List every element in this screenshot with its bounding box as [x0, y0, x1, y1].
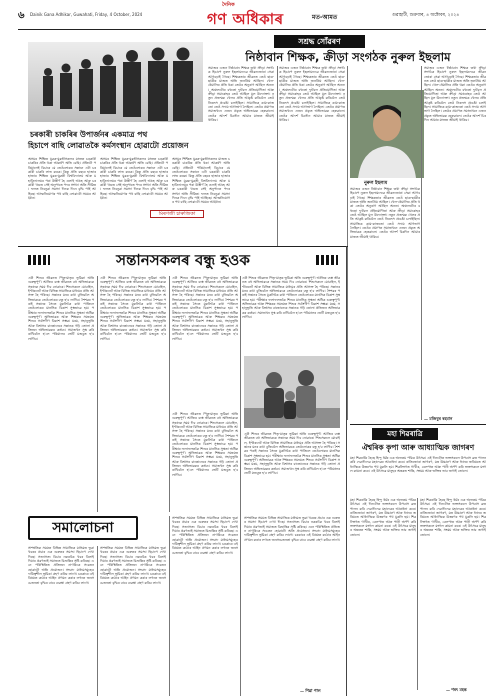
- editorial-col-4: এটা শিশুৰ জীৱনত পিতৃ-মাতৃৰ ভূমিকা অতি গুৰুত্বপূৰ্ণ। আজিৰ ব্যস্ত জীৱনত বহু অভিভাৱকে সন্তানক সময় দিব নোৱাৰে। শিশুসকলে মোবাইল, ইণ্টাৰনেট আৰু বিভিন্ন সামাজিক মাধ্যমৰ প্ৰতি আসক্ত হৈ পৰিছে। সন্তানৰ মনৰ কথা বুজিবলৈ অভিভাৱকে তেওঁলোকৰ বন্ধু হ'ব লাগিব। শৈশৱৰ পৰাই সন্তানৰ সৈতে মুকলিকৈ কথা পাতিলে তেওঁলোকৰ মানসিক বিকাশ সুস্থভাৱে হয়। পৰীক্ষাৰ ফলাফলতকৈ শিশুৰ মানসিক সুস্থতা অধিক গুৰুত্বপূৰ্ণ। অভিভাৱক আৰু শিক্ষকৰ সমন্বয়ত শিশুৰ সৰ্বাংগীণ বিকাশ সম্ভৱ। মৰম, সহানুভূতি আৰু বিশ্বাসৰ বান্ধোনেৰে সন্তানক গঢ়ি তোলা প্ৰতিজন অভিভাৱকৰ কৰ্তব্য। সমাজখন সুস্থ কৰি ৰাখিবলৈ হ'লে পৰিয়ালৰ ভেটি মজবুত হ'ব লাগিব।: [242, 276, 340, 320]
- tribute-author: — মজিবুৰ ৰহমান: [424, 416, 453, 421]
- samalochana-label: সমালোচনা: [52, 520, 114, 536]
- samalochana-col-2: সাম্প্ৰতিক সময়ত বিভিন্ন সামাজিক মাধ্যমত ভুৱা খবৰৰ প্ৰচাৰ এক গুৰুতৰ সমস্যা হিচাপে দেখা দিছে। সত্যাসত্য বিচাৰ নকৰাকৈ খবৰ বিলাই দিয়াৰ প্ৰৱণতাই সমাজত বিভ্ৰান্তিৰ সৃষ্টি কৰিছে। এনে পৰিস্থিতিত প্ৰতিজন নাগৰিকে সচেতন হোৱাটো অতি প্ৰয়োজন। সংবাদ মাধ্যমসমূহেও দায়িত্বশীল ভূমিকা গ্ৰহণ কৰিব লাগে। চৰকাৰে এই বিষয়ত কঠোৰ আইন প্ৰণয়ন কৰাৰ লগতে জনসচেতনতা বৃদ্ধিৰ বাবে ব্যৱস্থা গ্ৰহণ কৰিব লাগে।: [100, 546, 166, 585]
- family-illustration: [244, 356, 340, 428]
- editorial-col-5: এটা শিশুৰ জীৱনত পিতৃ-মাতৃৰ ভূমিকা অতি গুৰুত্বপূৰ্ণ। আজিৰ ব্যস্ত জীৱনত বহু অভিভাৱকে সন্তানক সময় দিব নোৱাৰে। শিশুসকলে মোবাইল, ইণ্টাৰনেট আৰু বিভিন্ন সামাজিক মাধ্যমৰ প্ৰতি আসক্ত হৈ পৰিছে। সন্তানৰ মনৰ কথা বুজিবলৈ অভিভাৱকে তেওঁলোকৰ বন্ধু হ'ব লাগিব। শৈশৱৰ পৰাই সন্তানৰ সৈতে মুকলিকৈ কথা পাতিলে তেওঁলোকৰ মানসিক বিকাশ সুস্থভাৱে হয়। পৰীক্ষাৰ ফলাফলতকৈ শিশুৰ মানসিক সুস্থতা অধিক গুৰুত্বপূৰ্ণ। অভিভাৱক আৰু শিক্ষকৰ সমন্বয়ত শিশুৰ সৰ্বাংগীণ বিকাশ সম্ভৱ। মৰম, সহানুভূতি আৰু বিশ্বাসৰ বান্ধোনেৰে সন্তানক গঢ়ি তোলা প্ৰতিজন অভিভাৱকৰ কৰ্তব্য। সমাজখন সুস্থ কৰি ৰাখিবলৈ হ'লে পৰিয়ালৰ ভেটি মজবুত হ'ব লাগিব।: [172, 412, 238, 477]
- column-divider: [169, 276, 170, 512]
- job-body-col-3: অসমৰ শিক্ষিত যুৱক-যুৱতীসকলৰ মাজত চৰকাৰী চাকৰিৰ প্ৰতি থকা আকৰ্ষণ অতি বেছি। প্ৰতিটো পৰিয়ালেই বিচাৰে যে তেওঁলোকৰ সন্তানে এটা চৰকাৰী চাকৰি লাভ কৰক। কিন্তু প্ৰতি বছৰে হাজাৰ হাজাৰ শিক্ষিত যুৱক-যুৱতী বিশ্ববিদ্যালয় আৰু মহাবিদ্যালয়ৰ পৰা উত্তীৰ্ণ হৈ ওলাই আহে আৰু চৰকাৰী খণ্ডত সেই অনুপাতে পদৰ সংখ্যা অতি সীমিত। ফলত নিবনুৱা সমস্যা দিনক দিনে বৃদ্ধি পাই আহিছে। আত্মনিয়োগৰ পথ বাছি লোৱাটো সময়ৰ আহ্বান।: [172, 157, 230, 205]
- tribute-body-col-1: সমাজৰ এজন নিষ্ঠাবান শিক্ষক তথা ক্ৰীড়া সংগঠক হিচাপে নুৰুল ইছলামদেৱে জীৱনজোৰা সেৱা আগবঢ়াই গৈছে। শিক্ষকতাৰ জীৱনত তেওঁ ছাত্ৰ-ছাত্ৰীৰ মাজত অতি জনপ্ৰিয় আছিল। খেল-ধেমালিৰ প্ৰতি থকা তেওঁৰ অনুৰাগ আছিল অনন্য। অঞ্চলটোৰ বহুতো ফুটবল প্ৰতিযোগিতা আৰু ক্ৰীড়া সমাৰোহৰ তেওঁ আছিল মূল উদ্যোক্তা। নতুন প্ৰজন্মক খেলৰ প্ৰতি আকৃষ্ট কৰিবলৈ তেওঁ নিৰলস প্ৰচেষ্টা চলাইছিল। সামাজিক কাম-কাজতো তেওঁ সদায় আগভাগ লৈছিল। তেওঁৰ প্ৰয়াণত সমাজখনে এজন প্ৰকৃত অভিভাৱক হেৰুৱালে। তেওঁৰ আদৰ্শ চিৰদিন আমাৰ মাজত জীয়াই থাকিব।: [208, 66, 274, 123]
- job-byline: মিৰণজী চাৰুজিকা: [150, 210, 204, 218]
- editorial-col-6: এটা শিশুৰ জীৱনত পিতৃ-মাতৃৰ ভূমিকা অতি গুৰুত্বপূৰ্ণ। আজিৰ ব্যস্ত জীৱনত বহু অভিভাৱকে সন্তানক সময় দিব নোৱাৰে। শিশুসকলে মোবাইল, ইণ্টাৰনেট আৰু বিভিন্ন সামাজিক মাধ্যমৰ প্ৰতি আসক্ত হৈ পৰিছে। সন্তানৰ মনৰ কথা বুজিবলৈ অভিভাৱকে তেওঁলোকৰ বন্ধু হ'ব লাগিব। শৈশৱৰ পৰাই সন্তানৰ সৈতে মুকলিকৈ কথা পাতিলে তেওঁলোকৰ মানসিক বিকাশ সুস্থভাৱে হয়। পৰীক্ষাৰ ফলাফলতকৈ শিশুৰ মানসিক সুস্থতা অধিক গুৰুত্বপূৰ্ণ। অভিভাৱক আৰু শিক্ষকৰ সমন্বয়ত শিশুৰ সৰ্বাংগীণ বিকাশ সম্ভৱ। মৰম, সহানুভূতি আৰু বিশ্বাসৰ বান্ধোনেৰে সন্তানক গঢ়ি তোলা প্ৰতিজন অভিভাৱকৰ কৰ্তব্য। সমাজখন সুস্থ কৰি ৰাখিবলৈ হ'লে পৰিয়ালৰ ভেটি মজবুত হ'ব লাগিব।: [244, 432, 340, 476]
- shivratri-label: মহা শিৱৰাত্ৰি: [372, 428, 438, 440]
- editorial-col-1: এটা শিশুৰ জীৱনত পিতৃ-মাতৃৰ ভূমিকা অতি গুৰুত্বপূৰ্ণ। আজিৰ ব্যস্ত জীৱনত বহু অভিভাৱকে সন্তানক সময় দিব নোৱাৰে। শিশুসকলে মোবাইল, ইণ্টাৰনেট আৰু বিভিন্ন সামাজিক মাধ্যমৰ প্ৰতি আসক্ত হৈ পৰিছে। সন্তানৰ মনৰ কথা বুজিবলৈ অভিভাৱকে তেওঁলোকৰ বন্ধু হ'ব লাগিব। শৈশৱৰ পৰাই সন্তানৰ সৈতে মুকলিকৈ কথা পাতিলে তেওঁলোকৰ মানসিক বিকাশ সুস্থভাৱে হয়। পৰীক্ষাৰ ফলাফলতকৈ শিশুৰ মানসিক সুস্থতা অধিক গুৰুত্বপূৰ্ণ। অভিভাৱক আৰু শিক্ষকৰ সমন্বয়ত শিশুৰ সৰ্বাংগীণ বিকাশ সম্ভৱ। মৰম, সহানুভূতি আৰু বিশ্বাসৰ বান্ধোনেৰে সন্তানক গঢ়ি তোলা প্ৰতিজন অভিভাৱকৰ কৰ্তব্য। সমাজখন সুস্থ কৰি ৰাখিবলৈ হ'লে পৰিয়ালৰ ভেটি মজবুত হ'ব লাগিব।: [28, 276, 94, 341]
- samalochana-col-3: সাম্প্ৰতিক সময়ত বিভিন্ন সামাজিক মাধ্যমত ভুৱা খবৰৰ প্ৰচাৰ এক গুৰুতৰ সমস্যা হিচাপে দেখা দিছে। সত্যাসত্য বিচাৰ নকৰাকৈ খবৰ বিলাই দিয়াৰ প্ৰৱণতাই সমাজত বিভ্ৰান্তিৰ সৃষ্টি কৰিছে। এনে পৰিস্থিতিত প্ৰতিজন নাগৰিকে সচেতন হোৱাটো অতি প্ৰয়োজন। সংবাদ মাধ্যমসমূহেও দায়িত্বশীল ভূমিকা গ্ৰহণ কৰিব লাগে। চৰকাৰে এই বিষয়ত কঠোৰ আইন প্ৰণয়ন কৰাৰ লগতে জনসচেতনতা বৃদ্ধিৰ বাবে ব্যৱস্থা গ্ৰহণ কৰিব লাগে।: [172, 516, 238, 555]
- job-headline-1: চৰকাৰী চাকৰিৰ উপাৰ্জনৰ একমাত্ৰ পথ: [30, 130, 148, 139]
- tribute-photo-caption: নুৰুল ইছলাম: [364, 181, 388, 186]
- tribute-body-col-3: সমাজৰ এজন নিষ্ঠাবান শিক্ষক তথা ক্ৰীড়া সংগঠক হিচাপে নুৰুল ইছলামদেৱে জীৱনজোৰা সেৱা আগবঢ়াই গৈছে। শিক্ষকতাৰ জীৱনত তেওঁ ছাত্ৰ-ছাত্ৰীৰ মাজত অতি জনপ্ৰিয় আছিল। খেল-ধেমালিৰ প্ৰতি থকা তেওঁৰ অনুৰাগ আছিল অনন্য। অঞ্চলটোৰ বহুতো ফুটবল প্ৰতিযোগিতা আৰু ক্ৰীড়া সমাৰোহৰ তেওঁ আছিল মূল উদ্যোক্তা। নতুন প্ৰজন্মক খেলৰ প্ৰতি আকৃষ্ট কৰিবলৈ তেওঁ নিৰলস প্ৰচেষ্টা চলাইছিল। সামাজিক কাম-কাজতো তেওঁ সদায় আগভাগ লৈছিল। তেওঁৰ প্ৰয়াণত সমাজখনে এজন প্ৰকৃত অভিভাৱক হেৰুৱালে। তেওঁৰ আদৰ্শ চিৰদিন আমাৰ মাজত জীয়াই থাকিব।: [350, 187, 420, 239]
- job-body-col-1: অসমৰ শিক্ষিত যুৱক-যুৱতীসকলৰ মাজত চৰকাৰী চাকৰিৰ প্ৰতি থকা আকৰ্ষণ অতি বেছি। প্ৰতিটো পৰিয়ালেই বিচাৰে যে তেওঁলোকৰ সন্তানে এটা চৰকাৰী চাকৰি লাভ কৰক। কিন্তু প্ৰতি বছৰে হাজাৰ হাজাৰ শিক্ষিত যুৱক-যুৱতী বিশ্ববিদ্যালয় আৰু মহাবিদ্যালয়ৰ পৰা উত্তীৰ্ণ হৈ ওলাই আহে আৰু চৰকাৰী খণ্ডত সেই অনুপাতে পদৰ সংখ্যা অতি সীমিত। ফলত নিবনুৱা সমস্যা দিনক দিনে বৃদ্ধি পাই আহিছে। আত্মনিয়োগৰ পথ বাছি লোৱাটো সময়ৰ আহ্বান।: [28, 157, 96, 201]
- editorial-col-3: এটা শিশুৰ জীৱনত পিতৃ-মাতৃৰ ভূমিকা অতি গুৰুত্বপূৰ্ণ। আজিৰ ব্যস্ত জীৱনত বহু অভিভাৱকে সন্তানক সময় দিব নোৱাৰে। শিশুসকলে মোবাইল, ইণ্টাৰনেট আৰু বিভিন্ন সামাজিক মাধ্যমৰ প্ৰতি আসক্ত হৈ পৰিছে। সন্তানৰ মনৰ কথা বুজিবলৈ অভিভাৱকে তেওঁলোকৰ বন্ধু হ'ব লাগিব। শৈশৱৰ পৰাই সন্তানৰ সৈতে মুকলিকৈ কথা পাতিলে তেওঁলোকৰ মানসিক বিকাশ সুস্থভাৱে হয়। পৰীক্ষাৰ ফলাফলতকৈ শিশুৰ মানসিক সুস্থতা অধিক গুৰুত্বপূৰ্ণ। অভিভাৱক আৰু শিক্ষকৰ সমন্বয়ত শিশুৰ সৰ্বাংগীণ বিকাশ সম্ভৱ। মৰম, সহানুভূতি আৰু বিশ্বাসৰ বান্ধোনেৰে সন্তানক গঢ়ি তোলা প্ৰতিজন অভিভাৱকৰ কৰ্তব্য। সমাজখন সুস্থ কৰি ৰাখিবলৈ হ'লে পৰিয়ালৰ ভেটি মজবুত হ'ব লাগিব।: [172, 276, 238, 341]
- column-divider: [97, 546, 98, 696]
- editorial-stripe-right: [316, 255, 338, 265]
- shivratri-top-rule: [350, 424, 486, 425]
- page-footer-note: — শিৱা পাল: [300, 688, 321, 693]
- tribute-headline: নিষ্ঠাবান শিক্ষক, ক্ৰীড়া সংগঠক নুৰুল ইছলাম: [245, 50, 451, 64]
- portrait-illustration: [350, 90, 424, 178]
- tribute-label: সশ্ৰদ্ধ সোঁৱৰণ: [274, 35, 365, 48]
- paper-name: গণ অধিকাৰ: [207, 10, 284, 28]
- column-divider: [421, 66, 422, 420]
- column-divider: [417, 498, 418, 690]
- shivratri-author: — শৰৎ মহন্ত: [446, 687, 467, 692]
- column-divider: [277, 66, 278, 246]
- crowd-illustration: [28, 42, 203, 122]
- column-divider: [169, 516, 170, 696]
- page-number: ৬: [18, 10, 25, 21]
- samalochana-col-4: সাম্প্ৰতিক সময়ত বিভিন্ন সামাজিক মাধ্যমত ভুৱা খবৰৰ প্ৰচাৰ এক গুৰুতৰ সমস্যা হিচাপে দেখা দিছে। সত্যাসত্য বিচাৰ নকৰাকৈ খবৰ বিলাই দিয়াৰ প্ৰৱণতাই সমাজত বিভ্ৰান্তিৰ সৃষ্টি কৰিছে। এনে পৰিস্থিতিত প্ৰতিজন নাগৰিকে সচেতন হোৱাটো অতি প্ৰয়োজন। সংবাদ মাধ্যমসমূহেও দায়িত্বশীল ভূমিকা গ্ৰহণ কৰিব লাগে। চৰকাৰে এই বিষয়ত কঠোৰ আইন প্ৰণয়ন কৰাৰ লগতে জনসচেতনতা বৃদ্ধিৰ বাবে ব্যৱস্থা গ্ৰহণ কৰিব লাগে।: [244, 516, 340, 542]
- shivratri-headline: ঐশ্বৰিক কৃপা আৰু আধ্যাত্মিক জাগৰণ: [361, 443, 475, 452]
- tribute-body-col-4: সমাজৰ এজন নিষ্ঠাবান শিক্ষক তথা ক্ৰীড়া সংগঠক হিচাপে নুৰুল ইছলামদেৱে জীৱনজোৰা সেৱা আগবঢ়াই গৈছে। শিক্ষকতাৰ জীৱনত তেওঁ ছাত্ৰ-ছাত্ৰীৰ মাজত অতি জনপ্ৰিয় আছিল। খেল-ধেমালিৰ প্ৰতি থকা তেওঁৰ অনুৰাগ আছিল অনন্য। অঞ্চলটোৰ বহুতো ফুটবল প্ৰতিযোগিতা আৰু ক্ৰীড়া সমাৰোহৰ তেওঁ আছিল মূল উদ্যোক্তা। নতুন প্ৰজন্মক খেলৰ প্ৰতি আকৃষ্ট কৰিবলৈ তেওঁ নিৰলস প্ৰচেষ্টা চলাইছিল। সামাজিক কাম-কাজতো তেওঁ সদায় আগভাগ লৈছিল। তেওঁৰ প্ৰয়াণত সমাজখনে এজন প্ৰকৃত অভিভাৱক হেৰুৱালে। তেওঁৰ আদৰ্শ চিৰদিন আমাৰ মাজত জীয়াই থাকিব।: [424, 66, 486, 123]
- editorial-banner: [28, 250, 338, 270]
- family-photo: [244, 356, 340, 428]
- masthead-rule: [18, 29, 486, 30]
- crowd-photo: [28, 42, 203, 122]
- job-headline-2: হিচাপে বাছি লোৱাতকৈ কৰ্মসংস্থান হোৱাটো প্ৰয়োজন: [28, 141, 189, 150]
- editorial-stripe-left: [28, 255, 50, 265]
- editorial-col-2: এটা শিশুৰ জীৱনত পিতৃ-মাতৃৰ ভূমিকা অতি গুৰুত্বপূৰ্ণ। আজিৰ ব্যস্ত জীৱনত বহু অভিভাৱকে সন্তানক সময় দিব নোৱাৰে। শিশুসকলে মোবাইল, ইণ্টাৰনেট আৰু বিভিন্ন সামাজিক মাধ্যমৰ প্ৰতি আসক্ত হৈ পৰিছে। সন্তানৰ মনৰ কথা বুজিবলৈ অভিভাৱকে তেওঁলোকৰ বন্ধু হ'ব লাগিব। শৈশৱৰ পৰাই সন্তানৰ সৈতে মুকলিকৈ কথা পাতিলে তেওঁলোকৰ মানসিক বিকাশ সুস্থভাৱে হয়। পৰীক্ষাৰ ফলাফলতকৈ শিশুৰ মানসিক সুস্থতা অধিক গুৰুত্বপূৰ্ণ। অভিভাৱক আৰু শিক্ষকৰ সমন্বয়ত শিশুৰ সৰ্বাংগীণ বিকাশ সম্ভৱ। মৰম, সহানুভূতি আৰু বিশ্বাসৰ বান্ধোনেৰে সন্তানক গঢ়ি তোলা প্ৰতিজন অভিভাৱকৰ কৰ্তব্য। সমাজখন সুস্থ কৰি ৰাখিবলৈ হ'লে পৰিয়ালৰ ভেটি মজবুত হ'ব লাগিব।: [100, 276, 166, 341]
- column-divider: [347, 66, 348, 420]
- samalochana-col-1: সাম্প্ৰতিক সময়ত বিভিন্ন সামাজিক মাধ্যমত ভুৱা খবৰৰ প্ৰচাৰ এক গুৰুতৰ সমস্যা হিচাপে দেখা দিছে। সত্যাসত্য বিচাৰ নকৰাকৈ খবৰ বিলাই দিয়াৰ প্ৰৱণতাই সমাজত বিভ্ৰান্তিৰ সৃষ্টি কৰিছে। এনে পৰিস্থিতিত প্ৰতিজন নাগৰিকে সচেতন হোৱাটো অতি প্ৰয়োজন। সংবাদ মাধ্যমসমূহেও দায়িত্বশীল ভূমিকা গ্ৰহণ কৰিব লাগে। চৰকাৰে এই বিষয়ত কঠোৰ আইন প্ৰণয়ন কৰাৰ লগতে জনসচেতনতা বৃদ্ধিৰ বাবে ব্যৱস্থা গ্ৰহণ কৰিব লাগে।: [28, 546, 94, 585]
- column-divider: [346, 246, 347, 696]
- section-label: মত-আমত: [312, 14, 338, 21]
- tribute-portrait: [350, 90, 424, 178]
- editorial-headline: সন্তানসকলৰ বন্ধু হওক: [116, 251, 250, 269]
- column-divider: [97, 276, 98, 512]
- job-body-col-2: অসমৰ শিক্ষিত যুৱক-যুৱতীসকলৰ মাজত চৰকাৰী চাকৰিৰ প্ৰতি থকা আকৰ্ষণ অতি বেছি। প্ৰতিটো পৰিয়ালেই বিচাৰে যে তেওঁলোকৰ সন্তানে এটা চৰকাৰী চাকৰি লাভ কৰক। কিন্তু প্ৰতি বছৰে হাজাৰ হাজাৰ শিক্ষিত যুৱক-যুৱতী বিশ্ববিদ্যালয় আৰু মহাবিদ্যালয়ৰ পৰা উত্তীৰ্ণ হৈ ওলাই আহে আৰু চৰকাৰী খণ্ডত সেই অনুপাতে পদৰ সংখ্যা অতি সীমিত। ফলত নিবনুৱা সমস্যা দিনক দিনে বৃদ্ধি পাই আহিছে। আত্মনিয়োগৰ পথ বাছি লোৱাটো সময়ৰ আহ্বান।: [100, 157, 168, 201]
- samalochana-box: [28, 516, 138, 540]
- edition-line: Dainik Gana Adhikar, Guwahati, Friday, 4 October, 2024: [30, 12, 143, 17]
- shivratri-body-full: মহা শিৱৰাত্ৰি হৈছে হিন্দু ধৰ্মৰ এক অন্যতম পবিত্ৰ উৎসৱ। এই দিনটোত ভক্তসকলে উপবাস ব্ৰত পালন কৰি দেৱাদিদেৱ মহাদেৱৰ আৰাধনা কৰে। ৰাতিজোৰা জাগৰণ, মন্ত্ৰ উচ্চাৰণ আৰু ধ্যানৰ জৰিয়তে আধ্যাত্মিক উত্তৰণৰ পথ মুকলি হয়। শিৱলিংগত গাখীৰ, বেলপাত আৰু পানী অৰ্পণ কৰি ভক্তসকলে মংগল কামনা কৰে। এই উৎসৱে মানুহৰ অন্তৰত শান্তি, সংযম আৰু ভক্তিৰ ভাব জগাই তোলে।: [350, 456, 486, 474]
- column-divider: [240, 276, 241, 696]
- date-assamese: গুৱাহাটী, শুক্ৰবাৰ, ৪ অক্টোবৰ, ২০২৪: [392, 13, 460, 18]
- editorial-top-rule: [18, 246, 348, 247]
- daily-label: দৈনিক: [222, 2, 235, 8]
- tribute-body-col-2: সমাজৰ এজন নিষ্ঠাবান শিক্ষক তথা ক্ৰীড়া সংগঠক হিচাপে নুৰুল ইছলামদেৱে জীৱনজোৰা সেৱা আগবঢ়াই গৈছে। শিক্ষকতাৰ জীৱনত তেওঁ ছাত্ৰ-ছাত্ৰীৰ মাজত অতি জনপ্ৰিয় আছিল। খেল-ধেমালিৰ প্ৰতি থকা তেওঁৰ অনুৰাগ আছিল অনন্য। অঞ্চলটোৰ বহুতো ফুটবল প্ৰতিযোগিতা আৰু ক্ৰীড়া সমাৰোহৰ তেওঁ আছিল মূল উদ্যোক্তা। নতুন প্ৰজন্মক খেলৰ প্ৰতি আকৃষ্ট কৰিবলৈ তেওঁ নিৰলস প্ৰচেষ্টা চলাইছিল। সামাজিক কাম-কাজতো তেওঁ সদায় আগভাগ লৈছিল। তেওঁৰ প্ৰয়াণত সমাজখনে এজন প্ৰকৃত অভিভাৱক হেৰুৱালে। তেওঁৰ আদৰ্শ চিৰদিন আমাৰ মাজত জীয়াই থাকিব।: [279, 66, 345, 123]
- shivratri-col-1: মহা শিৱৰাত্ৰি হৈছে হিন্দু ধৰ্মৰ এক অন্যতম পবিত্ৰ উৎসৱ। এই দিনটোত ভক্তসকলে উপবাস ব্ৰত পালন কৰি দেৱাদিদেৱ মহাদেৱৰ আৰাধনা কৰে। ৰাতিজোৰা জাগৰণ, মন্ত্ৰ উচ্চাৰণ আৰু ধ্যানৰ জৰিয়তে আধ্যাত্মিক উত্তৰণৰ পথ মুকলি হয়। শিৱলিংগত গাখীৰ, বেলপাত আৰু পানী অৰ্পণ কৰি ভক্তসকলে মংগল কামনা কৰে। এই উৎসৱে মানুহৰ অন্তৰত শান্তি, সংযম আৰু ভক্তিৰ ভাব জগাই তোলে।: [350, 498, 416, 537]
- shivratri-col-2: মহা শিৱৰাত্ৰি হৈছে হিন্দু ধৰ্মৰ এক অন্যতম পবিত্ৰ উৎসৱ। এই দিনটোত ভক্তসকলে উপবাস ব্ৰত পালন কৰি দেৱাদিদেৱ মহাদেৱৰ আৰাধনা কৰে। ৰাতিজোৰা জাগৰণ, মন্ত্ৰ উচ্চাৰণ আৰু ধ্যানৰ জৰিয়তে আধ্যাত্মিক উত্তৰণৰ পথ মুকলি হয়। শিৱলিংগত গাখীৰ, বেলপাত আৰু পানী অৰ্পণ কৰি ভক্তসকলে মংগল কামনা কৰে। এই উৎসৱে মানুহৰ অন্তৰত শান্তি, সংযম আৰু ভক্তিৰ ভাব জগাই তোলে।: [420, 498, 486, 537]
